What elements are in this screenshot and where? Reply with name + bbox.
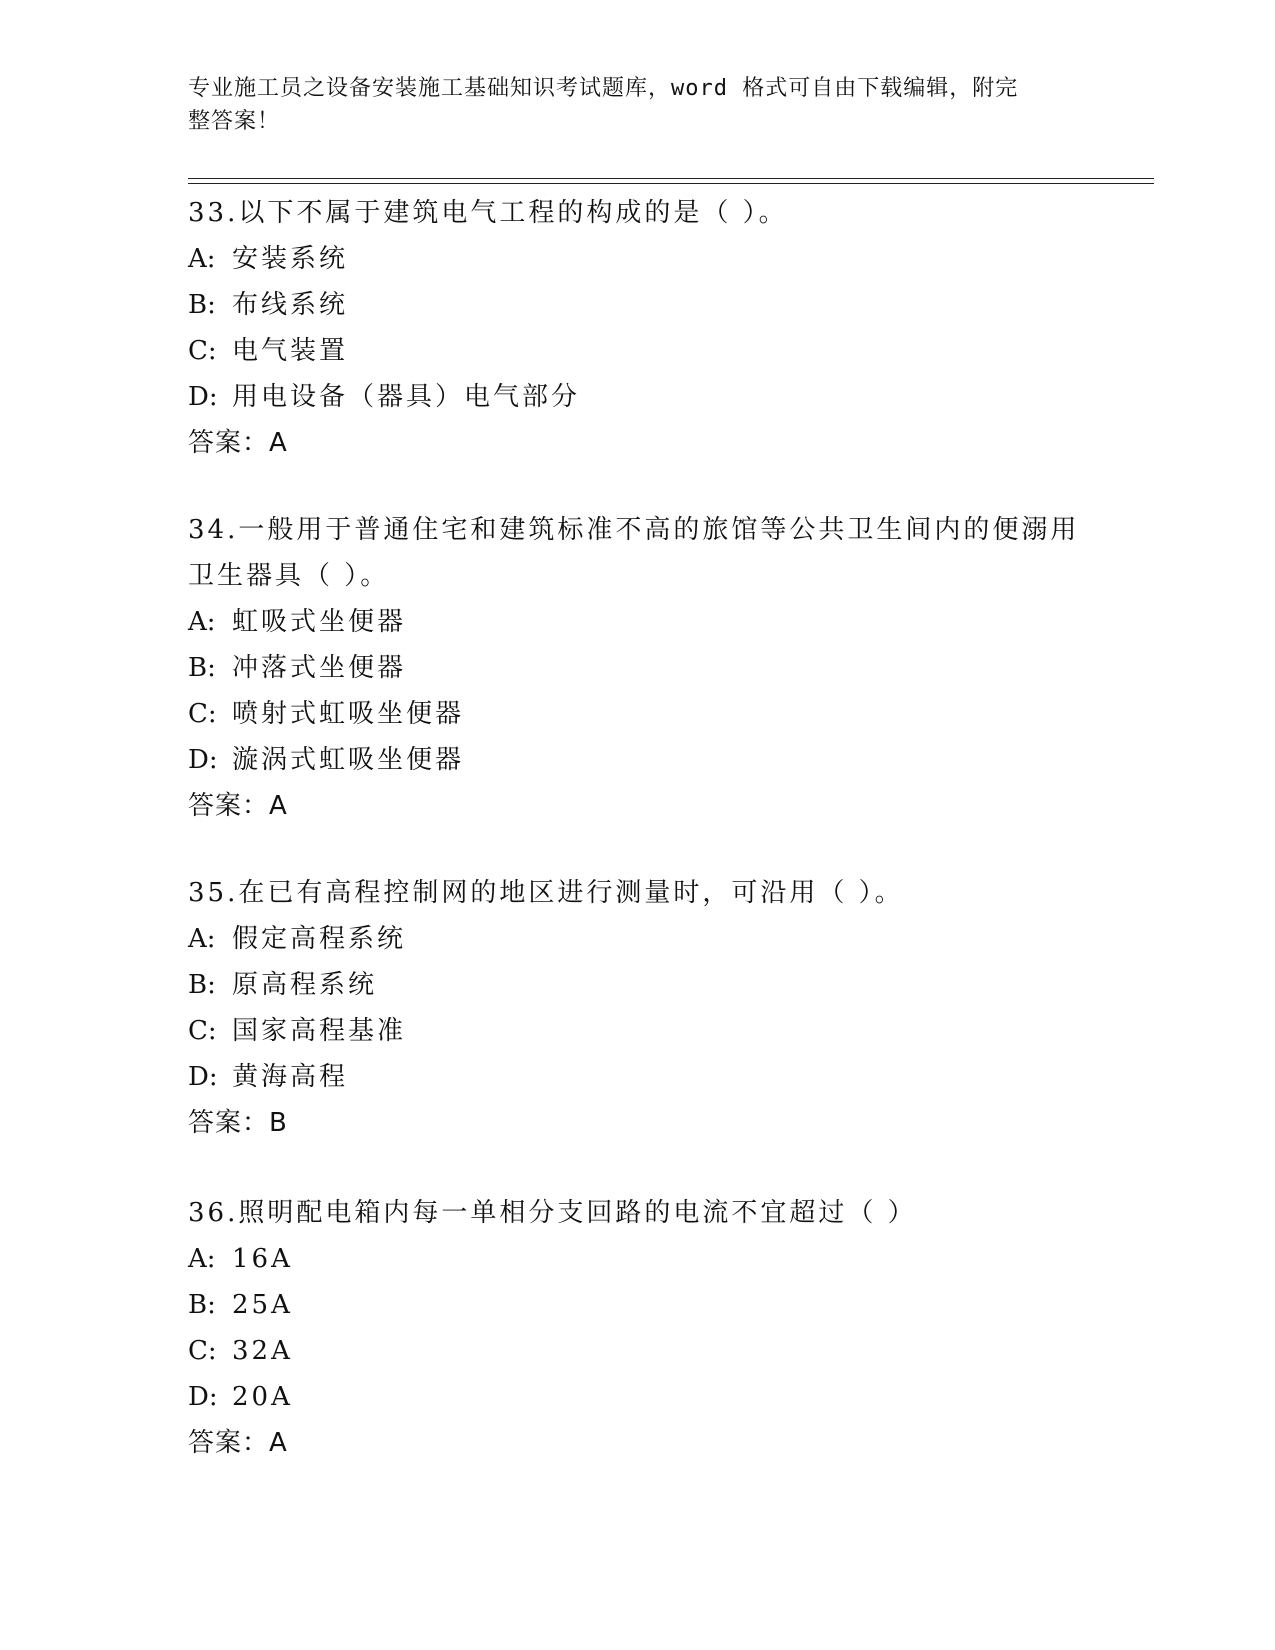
option-text: 虹吸式坐便器 — [232, 607, 407, 637]
option-c — [188, 691, 1088, 737]
header-divider-bottom — [188, 183, 1154, 184]
option-d — [188, 1374, 1088, 1420]
option-a — [188, 1236, 1088, 1282]
option-b — [188, 645, 1088, 691]
answer-label: 答案：A — [188, 1428, 288, 1458]
option-text: 原高程系统 — [232, 970, 378, 1000]
stem-line: 34.一般用于普通住宅和建筑标准不高的旅馆等公共卫生间内的便溺用 — [188, 515, 1080, 545]
option-text: 冲落式坐便器 — [232, 653, 407, 683]
answer-label: 答案：B — [188, 1108, 288, 1138]
option-letter: C: — [188, 699, 217, 729]
answer-label: 答案：A — [188, 791, 288, 821]
question-stem — [188, 870, 1088, 916]
option-b — [188, 962, 1088, 1008]
option-letter: C: — [188, 1016, 217, 1046]
option-d — [188, 1054, 1088, 1100]
header-line-1: 专业施工员之设备安装施工基础知识考试题库，word 格式可自由下载编辑，附完 — [188, 76, 1019, 101]
question-stem — [188, 190, 1088, 236]
option-text: 安装系统 — [232, 244, 349, 274]
option-c — [188, 328, 1088, 374]
option-letter: B: — [188, 290, 216, 320]
question-33 — [188, 190, 1088, 466]
option-letter: B: — [188, 1290, 216, 1320]
option-c — [188, 1328, 1088, 1374]
stem-line: 36.照明配电箱内每一单相分支回路的电流不宜超过（ ） — [188, 1198, 917, 1228]
header-divider-top — [188, 178, 1154, 179]
option-text: 喷射式虹吸坐便器 — [232, 699, 465, 729]
option-letter: C: — [188, 1336, 217, 1366]
stem-line: 35.在已有高程控制网的地区进行测量时，可沿用（ ）。 — [188, 878, 904, 908]
question-stem — [188, 1190, 1088, 1236]
option-text: 黄海高程 — [232, 1062, 349, 1092]
document-header — [188, 72, 1068, 138]
option-letter: C: — [188, 336, 217, 366]
option-a — [188, 916, 1088, 962]
option-text: 32A — [232, 1336, 293, 1366]
option-letter: D: — [188, 1382, 218, 1412]
option-a — [188, 599, 1088, 645]
option-letter: A: — [188, 1244, 216, 1274]
option-text: 16A — [232, 1244, 293, 1274]
option-text: 电气装置 — [232, 336, 349, 366]
option-text: 用电设备（器具）电气部分 — [232, 382, 581, 412]
option-text: 假定高程系统 — [232, 924, 407, 954]
answer-label: 答案：A — [188, 428, 288, 458]
stem-line: 33.以下不属于建筑电气工程的构成的是（ ）。 — [188, 198, 788, 228]
option-letter: A: — [188, 924, 216, 954]
option-text: 漩涡式虹吸坐便器 — [232, 745, 465, 775]
stem-line: 卫生器具（ ）。 — [188, 561, 390, 591]
option-d — [188, 374, 1088, 420]
option-letter: D: — [188, 382, 218, 412]
option-a — [188, 236, 1088, 282]
option-letter: B: — [188, 970, 216, 1000]
option-letter: D: — [188, 745, 218, 775]
option-letter: A: — [188, 607, 216, 637]
option-b — [188, 282, 1088, 328]
header-line-2: 整答案！ — [188, 109, 281, 134]
option-text: 国家高程基准 — [232, 1016, 407, 1046]
question-35 — [188, 870, 1088, 1146]
question-34 — [188, 507, 1088, 829]
question-stem — [188, 507, 1088, 599]
option-text: 20A — [232, 1382, 293, 1412]
option-letter: D: — [188, 1062, 218, 1092]
option-letter: B: — [188, 653, 216, 683]
option-text: 25A — [232, 1290, 293, 1320]
option-text: 布线系统 — [232, 290, 349, 320]
option-b — [188, 1282, 1088, 1328]
option-d — [188, 737, 1088, 783]
option-c — [188, 1008, 1088, 1054]
question-36 — [188, 1190, 1088, 1466]
option-letter: A: — [188, 244, 216, 274]
